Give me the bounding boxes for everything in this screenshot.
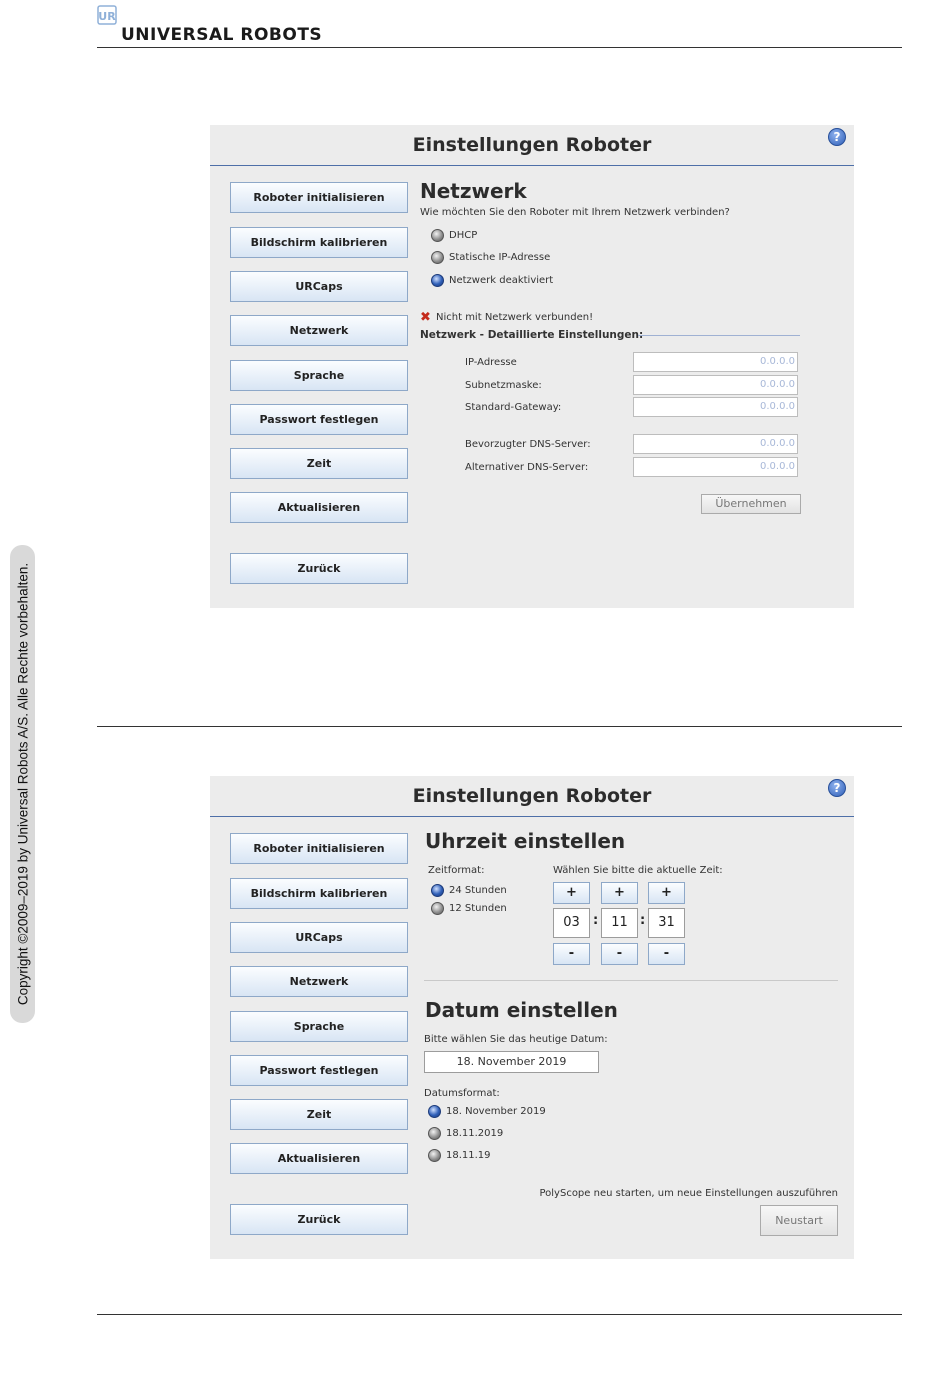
seconds-plus-button[interactable]: + — [648, 882, 685, 904]
time-prompt: Wählen Sie bitte die aktuelle Zeit: — [553, 865, 723, 876]
section-title-network: Netzwerk — [420, 179, 527, 203]
nav-button-roboter-initialisieren[interactable]: Roboter initialisieren — [230, 833, 408, 864]
nav-button-passwort-festlegen[interactable]: Passwort festlegen — [230, 1055, 408, 1086]
error-x-icon: ✖ — [420, 310, 431, 325]
radio-date-short-numeric[interactable] — [428, 1149, 441, 1162]
radio-12-hours[interactable] — [431, 902, 444, 915]
ip-address-label: IP-Adresse — [465, 357, 517, 368]
minutes-plus-button[interactable]: + — [601, 882, 638, 904]
time-date-divider — [424, 980, 838, 981]
subnet-mask-label: Subnetzmaske: — [465, 380, 542, 391]
help-icon[interactable]: ? — [828, 128, 846, 146]
help-icon[interactable]: ? — [828, 779, 846, 797]
copyright-sidebar — [10, 545, 35, 1023]
nav-button-bildschirm-kalibrieren[interactable]: Bildschirm kalibrieren — [230, 227, 408, 258]
alternative-dns-label: Alternativer DNS-Server: — [465, 462, 589, 473]
radio-24-hours-label: 24 Stunden — [449, 885, 507, 896]
radio-static-ip[interactable] — [431, 251, 444, 264]
back-button[interactable]: Zurück — [230, 553, 408, 584]
screenshot-time-settings — [210, 776, 854, 1259]
hours-minus-button[interactable]: - — [553, 943, 590, 965]
seconds-field[interactable]: 31 — [648, 908, 685, 938]
preferred-dns-field[interactable]: 0.0.0.0 — [633, 434, 798, 454]
svg-text:UR: UR — [98, 10, 116, 23]
nav-button-zeit[interactable]: Zeit — [230, 1099, 408, 1130]
radio-date-long-label: 18. November 2019 — [446, 1106, 546, 1117]
hours-field[interactable]: 03 — [553, 908, 590, 938]
time-format-label: Zeitformat: — [428, 865, 485, 876]
details-divider — [638, 335, 800, 336]
ur-logo-icon — [97, 5, 117, 25]
radio-dhcp[interactable] — [431, 229, 444, 242]
default-gateway-label: Standard-Gateway: — [465, 402, 562, 413]
radio-date-full-numeric-label: 18.11.2019 — [446, 1128, 504, 1139]
nav-button-roboter-initialisieren[interactable]: Roboter initialisieren — [230, 182, 408, 213]
screenshot-network-settings — [210, 125, 854, 608]
seconds-minus-button[interactable]: - — [648, 943, 685, 965]
preferred-dns-label: Bevorzugter DNS-Server: — [465, 439, 591, 450]
minutes-minus-button[interactable]: - — [601, 943, 638, 965]
minutes-field[interactable]: 11 — [601, 908, 638, 938]
brand-name: UNIVERSAL ROBOTS — [121, 25, 323, 45]
time-separator: : — [640, 913, 646, 928]
back-button[interactable]: Zurück — [230, 1204, 408, 1235]
date-format-label: Datumsformat: — [424, 1088, 500, 1099]
screen-title: Einstellungen Roboter — [210, 776, 854, 817]
alternative-dns-field[interactable]: 0.0.0.0 — [633, 457, 798, 477]
date-prompt: Bitte wählen Sie das heutige Datum: — [424, 1034, 608, 1045]
radio-network-disabled-label: Netzwerk deaktiviert — [449, 275, 554, 286]
radio-date-full-numeric[interactable] — [428, 1127, 441, 1140]
radio-12-hours-label: 12 Stunden — [449, 903, 507, 914]
nav-button-zeit[interactable]: Zeit — [230, 448, 408, 479]
copyright-text: Copyright ©2009–2019 by Universal Robots A/S. Alle Rechte vorbehalten. — [15, 562, 30, 1006]
nav-button-sprache[interactable]: Sprache — [230, 360, 408, 391]
section-title-time: Uhrzeit einstellen — [425, 829, 626, 853]
nav-button-bildschirm-kalibrieren[interactable]: Bildschirm kalibrieren — [230, 878, 408, 909]
nav-button-urcaps[interactable]: URCaps — [230, 922, 408, 953]
network-question: Wie möchten Sie den Roboter mit Ihrem Netzwerk verbinden? — [420, 207, 730, 218]
apply-button[interactable]: Übernehmen — [701, 494, 801, 514]
radio-24-hours[interactable] — [431, 884, 444, 897]
screen-title: Einstellungen Roboter — [210, 125, 854, 166]
date-field[interactable]: 18. November 2019 — [424, 1051, 599, 1073]
default-gateway-field[interactable]: 0.0.0.0 — [633, 397, 798, 417]
nav-button-netzwerk[interactable]: Netzwerk — [230, 966, 408, 997]
network-details-title: Netzwerk - Detaillierte Einstellungen: — [420, 329, 644, 341]
nav-button-aktualisieren[interactable]: Aktualisieren — [230, 492, 408, 523]
section-divider — [97, 726, 902, 727]
hours-plus-button[interactable]: + — [553, 882, 590, 904]
radio-date-long[interactable] — [428, 1105, 441, 1118]
radio-static-ip-label: Statische IP-Adresse — [449, 252, 551, 263]
network-status-text: Nicht mit Netzwerk verbunden! — [436, 312, 594, 323]
section-title-date: Datum einstellen — [425, 998, 618, 1022]
universal-robots-logo — [97, 5, 323, 45]
radio-dhcp-label: DHCP — [449, 230, 478, 241]
header-divider — [97, 47, 902, 48]
nav-button-urcaps[interactable]: URCaps — [230, 271, 408, 302]
ip-address-field[interactable]: 0.0.0.0 — [633, 352, 798, 372]
nav-button-aktualisieren[interactable]: Aktualisieren — [230, 1143, 408, 1174]
radio-network-disabled[interactable] — [431, 274, 444, 287]
time-separator: : — [593, 913, 599, 928]
radio-date-short-numeric-label: 18.11.19 — [446, 1150, 491, 1161]
restart-note: PolyScope neu starten, um neue Einstellungen auszuführen — [539, 1188, 838, 1199]
subnet-mask-field[interactable]: 0.0.0.0 — [633, 375, 798, 395]
nav-button-passwort-festlegen[interactable]: Passwort festlegen — [230, 404, 408, 435]
footer-divider — [97, 1314, 902, 1315]
nav-button-sprache[interactable]: Sprache — [230, 1011, 408, 1042]
nav-button-netzwerk[interactable]: Netzwerk — [230, 315, 408, 346]
restart-button[interactable]: Neustart — [760, 1205, 838, 1236]
